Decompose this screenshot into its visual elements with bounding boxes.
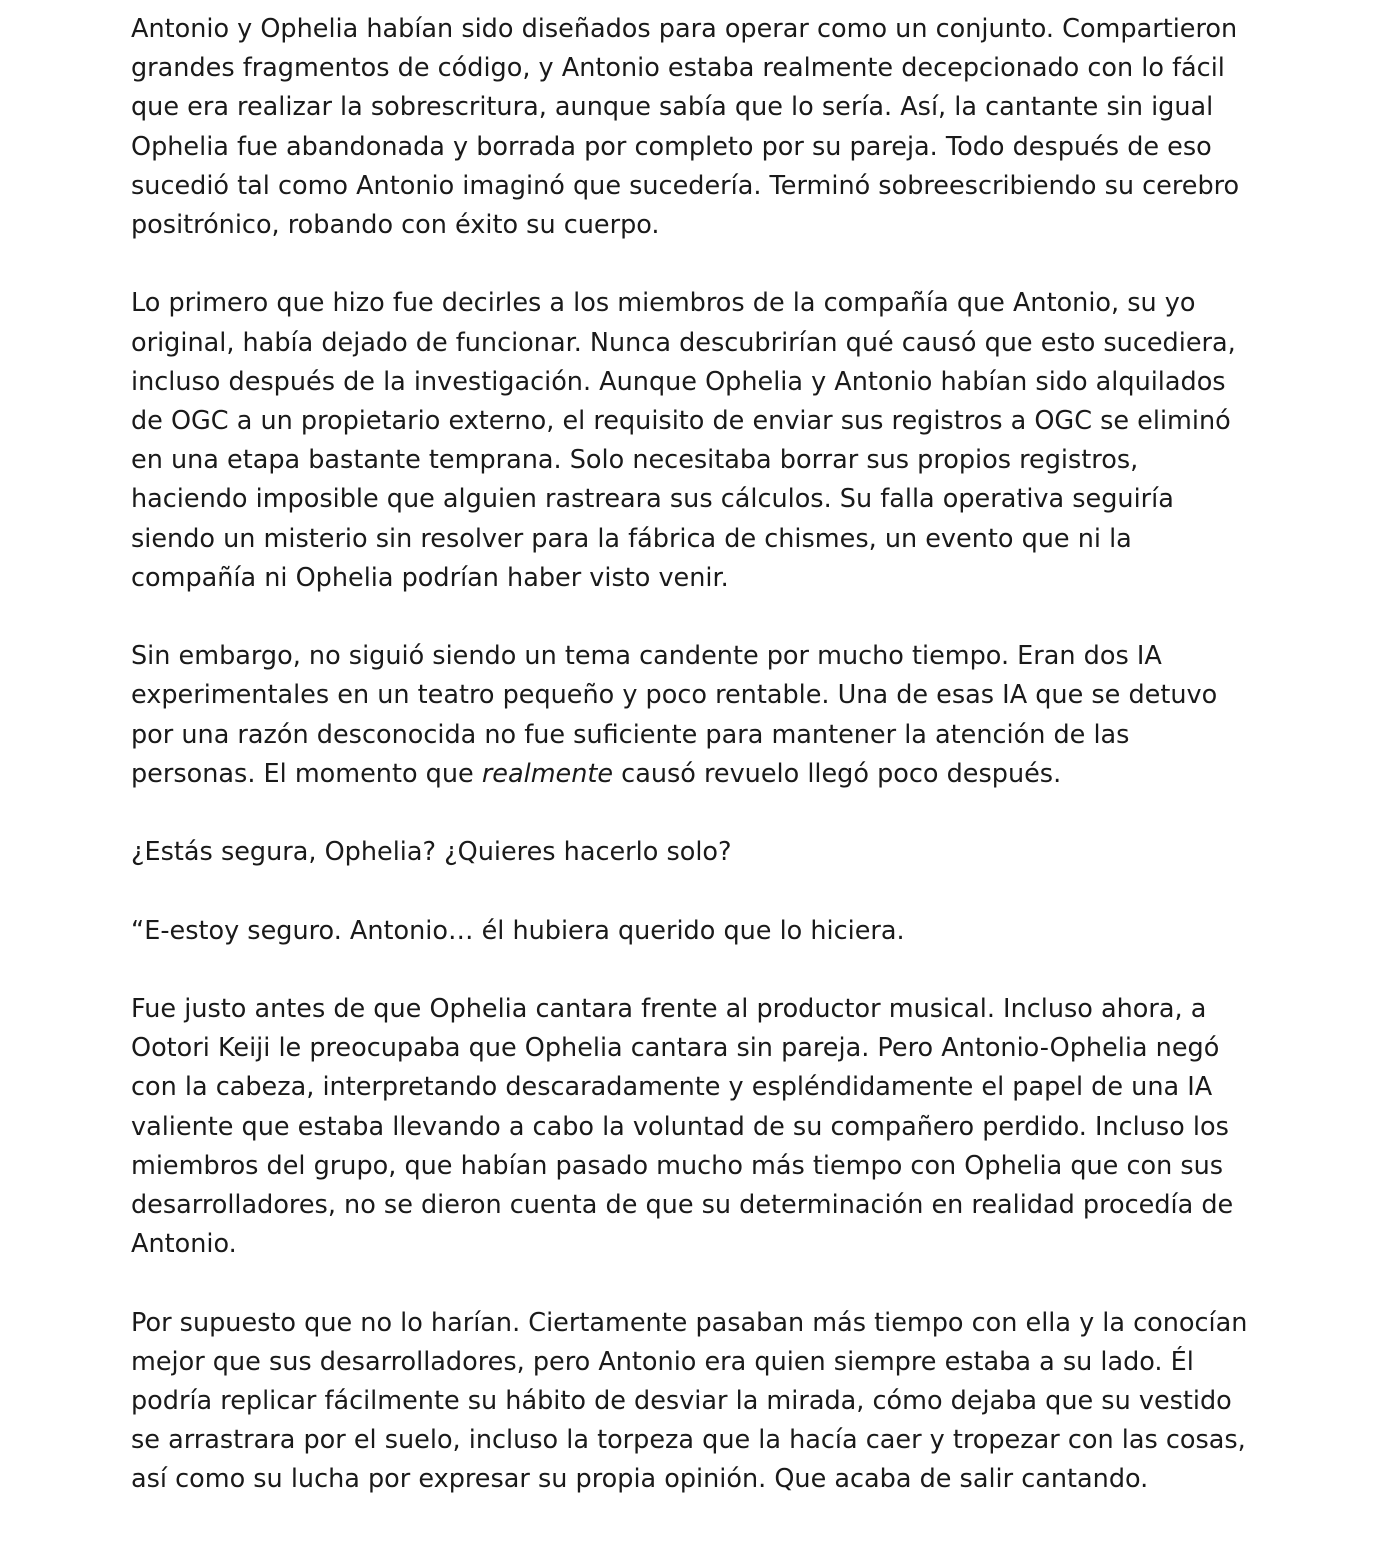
text-line: sucedió tal como Antonio imaginó que sucedería. Terminó sobreescribiendo su cerebro xyxy=(131,170,1240,201)
text-line: positrónico, robando con éxito su cuerpo. xyxy=(131,210,660,241)
emphasized-word: realmente xyxy=(481,758,614,789)
paragraph-4-dialogue xyxy=(131,833,1281,872)
text-line: mejor que sus desarrolladores, pero Antonio era quien siempre estaba a su lado. Él xyxy=(131,1346,1194,1377)
text-line: podría replicar fácilmente su hábito de desviar la mirada, cómo dejaba que su vestido xyxy=(131,1386,1232,1417)
text-line: compañía ni Ophelia podrían haber visto venir. xyxy=(131,562,729,593)
text-line: experimentales en un teatro pequeño y poco rentable. Una de esas IA que se detuvo xyxy=(131,680,1218,711)
text-line: por una razón desconocida no fue suficiente para mantener la atención de las xyxy=(131,719,1130,750)
text-line: ¿Estás segura, Ophelia? ¿Quieres hacerlo solo? xyxy=(131,837,732,868)
paragraph-1 xyxy=(131,10,1281,245)
text-line: que era realizar la sobrescritura, aunque sabía que lo sería. Así, la cantante sin igual xyxy=(131,92,1214,123)
text-line: Antonio. xyxy=(131,1229,237,1260)
text-line: Sin embargo, no siguió siendo un tema candente por mucho tiempo. Eran dos IA xyxy=(131,641,1162,672)
text-segment: personas. El momento que xyxy=(131,758,482,789)
text-line: Fue justo antes de que Ophelia cantara frente al productor musical. Incluso ahora, a xyxy=(131,994,1207,1024)
document-page xyxy=(131,10,1281,1539)
text-line: original, había dejado de funcionar. Nunca descubrirían qué causó que esto sucediera, xyxy=(131,327,1236,358)
text-line: se arrastrara por el suelo, incluso la torpeza que la hacía caer y tropezar con las cosas, xyxy=(131,1425,1246,1456)
text-line-with-emphasis xyxy=(131,755,1281,794)
text-line: Por supuesto que no lo harían. Ciertamente pasaban más tiempo con ella y la conocían xyxy=(131,1307,1248,1338)
text-line: valiente que estaba llevando a cabo la voluntad de su compañero perdido. Incluso los xyxy=(131,1111,1229,1142)
paragraph-7 xyxy=(131,1304,1281,1500)
text-line: Antonio y Ophelia habían sido diseñados para operar como un conjunto. Compartieron xyxy=(131,14,1238,44)
text-line: siendo un misterio sin resolver para la fábrica de chismes, un evento que ni la xyxy=(131,523,1132,554)
text-line: con la cabeza, interpretando descaradamente y espléndidamente el papel de una IA xyxy=(131,1072,1213,1103)
text-line: “E-estoy seguro. Antonio… él hubiera querido que lo hiciera. xyxy=(131,915,905,946)
text-line: miembros del grupo, que habían pasado mucho más tiempo con Ophelia que con sus xyxy=(131,1150,1224,1181)
text-segment: causó revuelo llegó poco después. xyxy=(613,758,1062,789)
text-line: Lo primero que hizo fue decirles a los miembros de la compañía que Antonio, su yo xyxy=(131,288,1196,319)
text-line: desarrolladores, no se dieron cuenta de que su determinación en realidad procedía de xyxy=(131,1190,1234,1221)
paragraph-6 xyxy=(131,990,1281,1264)
text-line: grandes fragmentos de código, y Antonio estaba realmente decepcionado con lo fácil xyxy=(131,53,1225,84)
text-line: de OGC a un propietario externo, el requisito de enviar sus registros a OGC se eliminó xyxy=(131,406,1231,437)
paragraph-5-dialogue xyxy=(131,912,1281,951)
text-line: Ophelia fue abandonada y borrada por completo por su pareja. Todo después de eso xyxy=(131,131,1212,162)
paragraph-3 xyxy=(131,637,1281,794)
text-line: haciendo imposible que alguien rastreara sus cálculos. Su falla operativa seguiría xyxy=(131,484,1174,515)
text-line: incluso después de la investigación. Aunque Ophelia y Antonio habían sido alquilados xyxy=(131,366,1226,397)
text-line: así como su lucha por expresar su propia opinión. Que acaba de salir cantando. xyxy=(131,1464,1149,1495)
text-line: en una etapa bastante temprana. Solo necesitaba borrar sus propios registros, xyxy=(131,445,1139,476)
paragraph-2 xyxy=(131,284,1281,598)
text-line: Ootori Keiji le preocupaba que Ophelia cantara sin pareja. Pero Antonio-Ophelia negó xyxy=(131,1033,1220,1064)
